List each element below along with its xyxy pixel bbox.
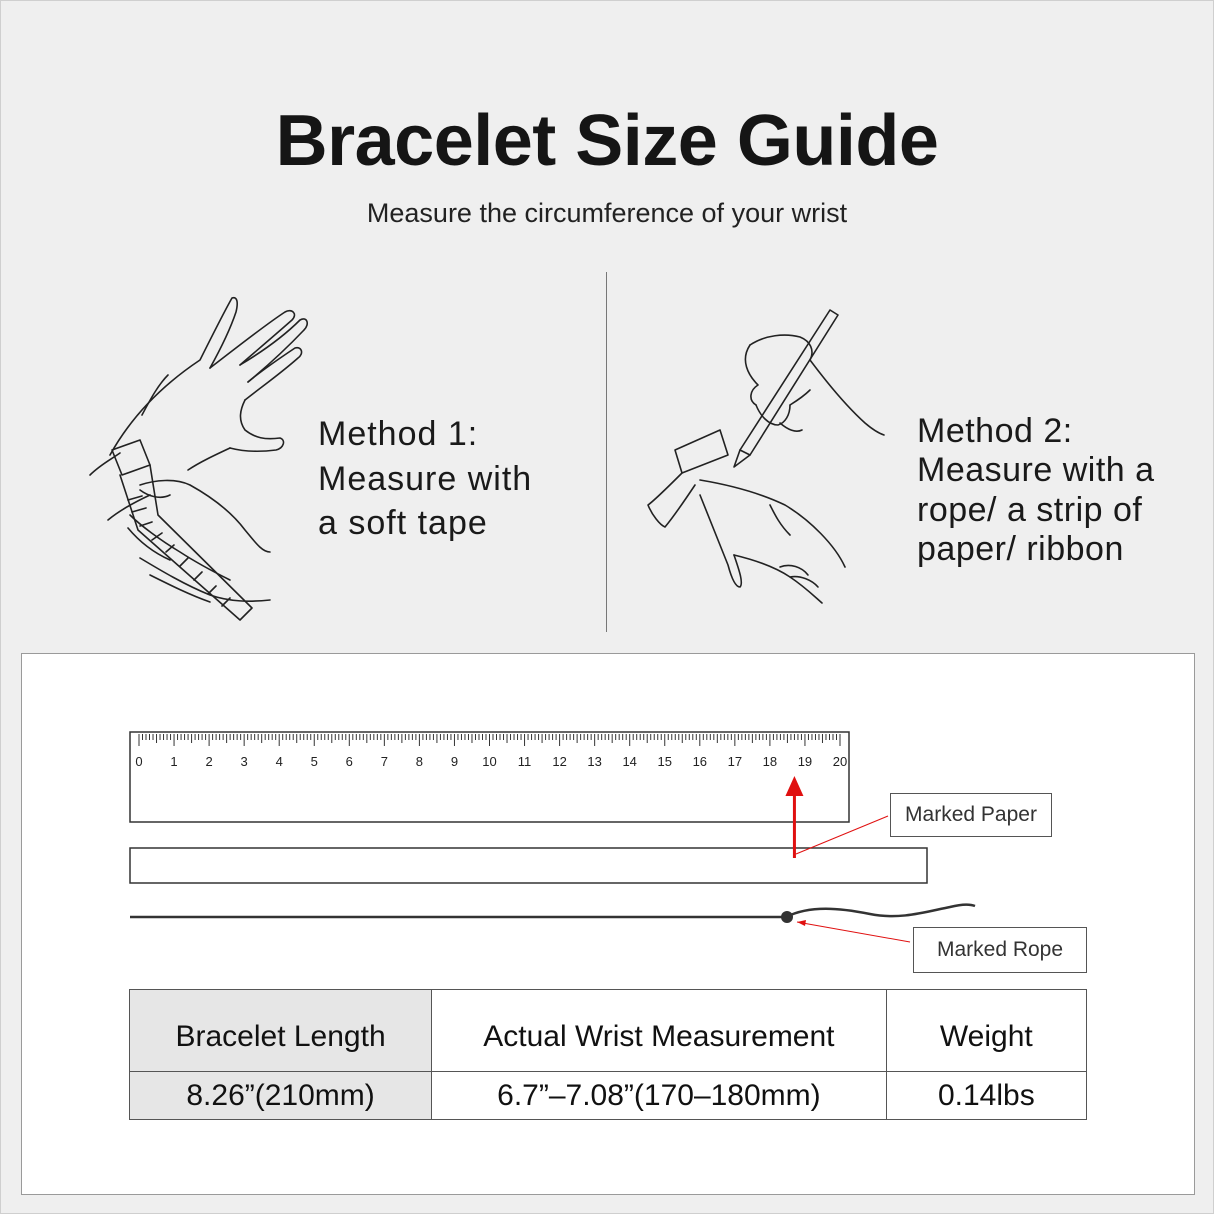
- table-row: [130, 1072, 1087, 1120]
- cell-weight: 0.14lbs: [886, 1072, 1086, 1120]
- ruler-label: 8: [415, 754, 424, 769]
- table-header-row: [130, 990, 1087, 1072]
- ruler-label: 5: [310, 754, 318, 769]
- method-2-line: rope/ a strip of: [917, 490, 1143, 529]
- size-table: [129, 989, 1087, 1120]
- ruler-label: 14: [622, 754, 637, 769]
- method-2-line: paper/ ribbon: [917, 530, 1124, 569]
- marked-rope-tail: [786, 905, 975, 917]
- ruler-label: 15: [657, 754, 672, 769]
- ruler-label: 11: [517, 754, 532, 769]
- method-1-line: Method 1:: [318, 415, 479, 453]
- ruler-label: 4: [275, 754, 283, 769]
- ruler-labels: [135, 754, 847, 769]
- header-weight: Weight: [886, 990, 1086, 1072]
- ruler-label: 13: [587, 754, 602, 769]
- ruler-label: 0: [135, 754, 143, 769]
- marked-paper-callout: Marked Paper: [890, 793, 1052, 837]
- ruler-label: 3: [240, 754, 248, 769]
- method-2-line: Measure with a: [917, 451, 1155, 490]
- rope-pointer-head: [797, 920, 806, 926]
- ruler-label: 19: [797, 754, 813, 769]
- ruler-label: 18: [762, 754, 778, 769]
- ruler-label: 2: [205, 754, 213, 769]
- cell-wrist-measurement: 6.7”–7.08”(170–180mm): [432, 1072, 887, 1120]
- ruler-label: 12: [552, 754, 567, 769]
- header-bracelet-length: Bracelet Length: [130, 990, 432, 1072]
- ruler-label: 10: [482, 754, 497, 769]
- ruler-ticks: [139, 734, 840, 746]
- ruler-label: 17: [727, 754, 743, 769]
- method-1-line: a soft tape: [318, 504, 488, 543]
- page-subtitle: Measure the circumference of your wrist: [366, 198, 848, 228]
- marked-rope-callout: Marked Rope: [913, 927, 1087, 973]
- ruler-label: 16: [692, 754, 708, 769]
- ruler-label: 7: [380, 754, 388, 769]
- ruler-label: 1: [170, 754, 178, 769]
- method-2-line: Method 2:: [917, 412, 1073, 450]
- marked-paper-strip: [130, 848, 927, 883]
- cell-bracelet-length: 8.26”(210mm): [130, 1072, 432, 1120]
- rope-pointer-line: [797, 922, 910, 942]
- ruler-label: 20: [832, 754, 848, 769]
- header-wrist-measurement: Actual Wrist Measurement: [432, 990, 887, 1072]
- rope-mark-dot: [781, 911, 793, 923]
- method-1-line: Measure with: [318, 459, 533, 498]
- ruler-label: 9: [450, 754, 459, 769]
- page-title: Bracelet Size Guide: [275, 101, 939, 181]
- ruler-label: 6: [345, 754, 353, 769]
